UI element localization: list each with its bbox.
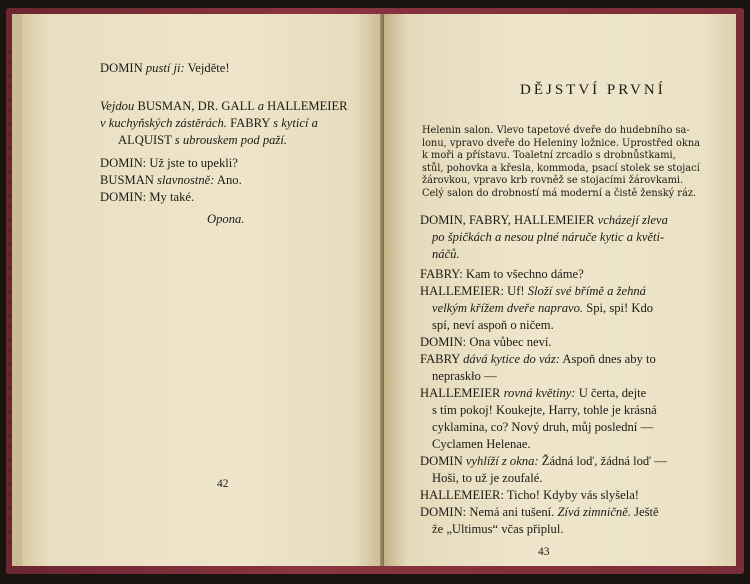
left-line-1 <box>100 60 230 77</box>
left-line-6: BUSMAN slavnostně: Ano. <box>100 173 242 187</box>
setting-line-2: lonu, vpravo dveře do Heleniny ložnice. Uprostřed okna <box>422 137 700 149</box>
setting-line-1: Helenin salon. Vlevo tapetové dveře do hudebního sa- <box>422 125 690 136</box>
dialogue-line: HALLEMEIER rovná květiny: U čerta, dejte <box>420 386 647 400</box>
left-page <box>22 14 384 566</box>
left-line-5: DOMIN: Už jste to upekli? <box>100 156 238 170</box>
dialogue-line: DOMIN: Ona vůbec neví. <box>420 335 552 349</box>
left-direction-2: v kuchyňských zástěrách. FABRY s kyticí a <box>100 116 318 130</box>
dialogue-line: DOMIN: Nemá ani tušení. Zívá zimničně. Ještě <box>420 505 659 519</box>
setting-line-4: stůl, pohovka a křesla, kommoda, psací stolek se stojací <box>422 162 700 174</box>
setting-line-6: Celý salon do drobností má moderní a čistě ženský ráz. <box>422 187 697 199</box>
left-direction-1: Vejdou BUSMAN, DR. GALL a HALLEMEIER <box>100 99 348 113</box>
dialogue-line: Cyclamen Helenae. <box>432 437 531 451</box>
entrance-line-3: náčů. <box>432 247 460 261</box>
setting-line-5: žárovkou, vpravo krb rovněž se stojacími žárovkami. <box>422 175 684 186</box>
entrance-line-2: po špičkách a nesou plné náruče kytic a květi- <box>432 230 665 244</box>
act-title: DĚJSTVÍ PRVNÍ <box>520 82 666 98</box>
speaker-domin: DOMIN <box>100 61 143 75</box>
dialogue-line: s tím pokoj! Koukejte, Harry, tohle je krásná <box>432 403 657 417</box>
dialogue-line: Hoši, to už je zoufalé. <box>432 471 543 485</box>
dialogue-line: FABRY: Kam to všechno dáme? <box>420 267 584 281</box>
dialogue-line: že „Ultimus“ včas připlul. <box>432 522 564 536</box>
dialogue-line: cyklamina, co? Nový druh, můj poslední — <box>432 420 654 434</box>
dialogue-line: HALLEMEIER: Uf! Složí své břímě a žehná <box>420 284 646 298</box>
dialogue-line: nepraskło — <box>432 369 497 383</box>
dialogue-line: DOMIN vyhlíží z okna: Žádná loď, žádná loď — <box>420 454 667 468</box>
left-line-7: DOMIN: My také. <box>100 190 195 204</box>
dialogue-line: FABRY dává kytice do váz: Aspoň dnes aby to <box>420 352 656 366</box>
page-number-right: 43 <box>538 546 550 558</box>
page-number-left: 42 <box>217 478 229 490</box>
speech: Vejděte! <box>187 61 230 75</box>
stage-direction: pustí ji: <box>145 61 185 75</box>
setting-line-3: k moři a přístavu. Toaletní zrcadlo s drobnůstkami, <box>422 150 676 161</box>
left-direction-3: ALQUIST s ubrouskem pod paží. <box>118 133 287 147</box>
dialogue-line: spí, neví aspoň o ničem. <box>432 318 554 332</box>
curtain: Opona. <box>207 212 245 226</box>
entrance-line-1: DOMIN, FABRY, HALLEMEIER vcházejí zleva <box>420 213 668 227</box>
dialogue-line: velkým křížem dveře napravo. Spi, spi! Kdo <box>432 301 654 315</box>
dialogue-line: HALLEMEIER: Ticho! Kdyby vás slyšela! <box>420 488 639 502</box>
